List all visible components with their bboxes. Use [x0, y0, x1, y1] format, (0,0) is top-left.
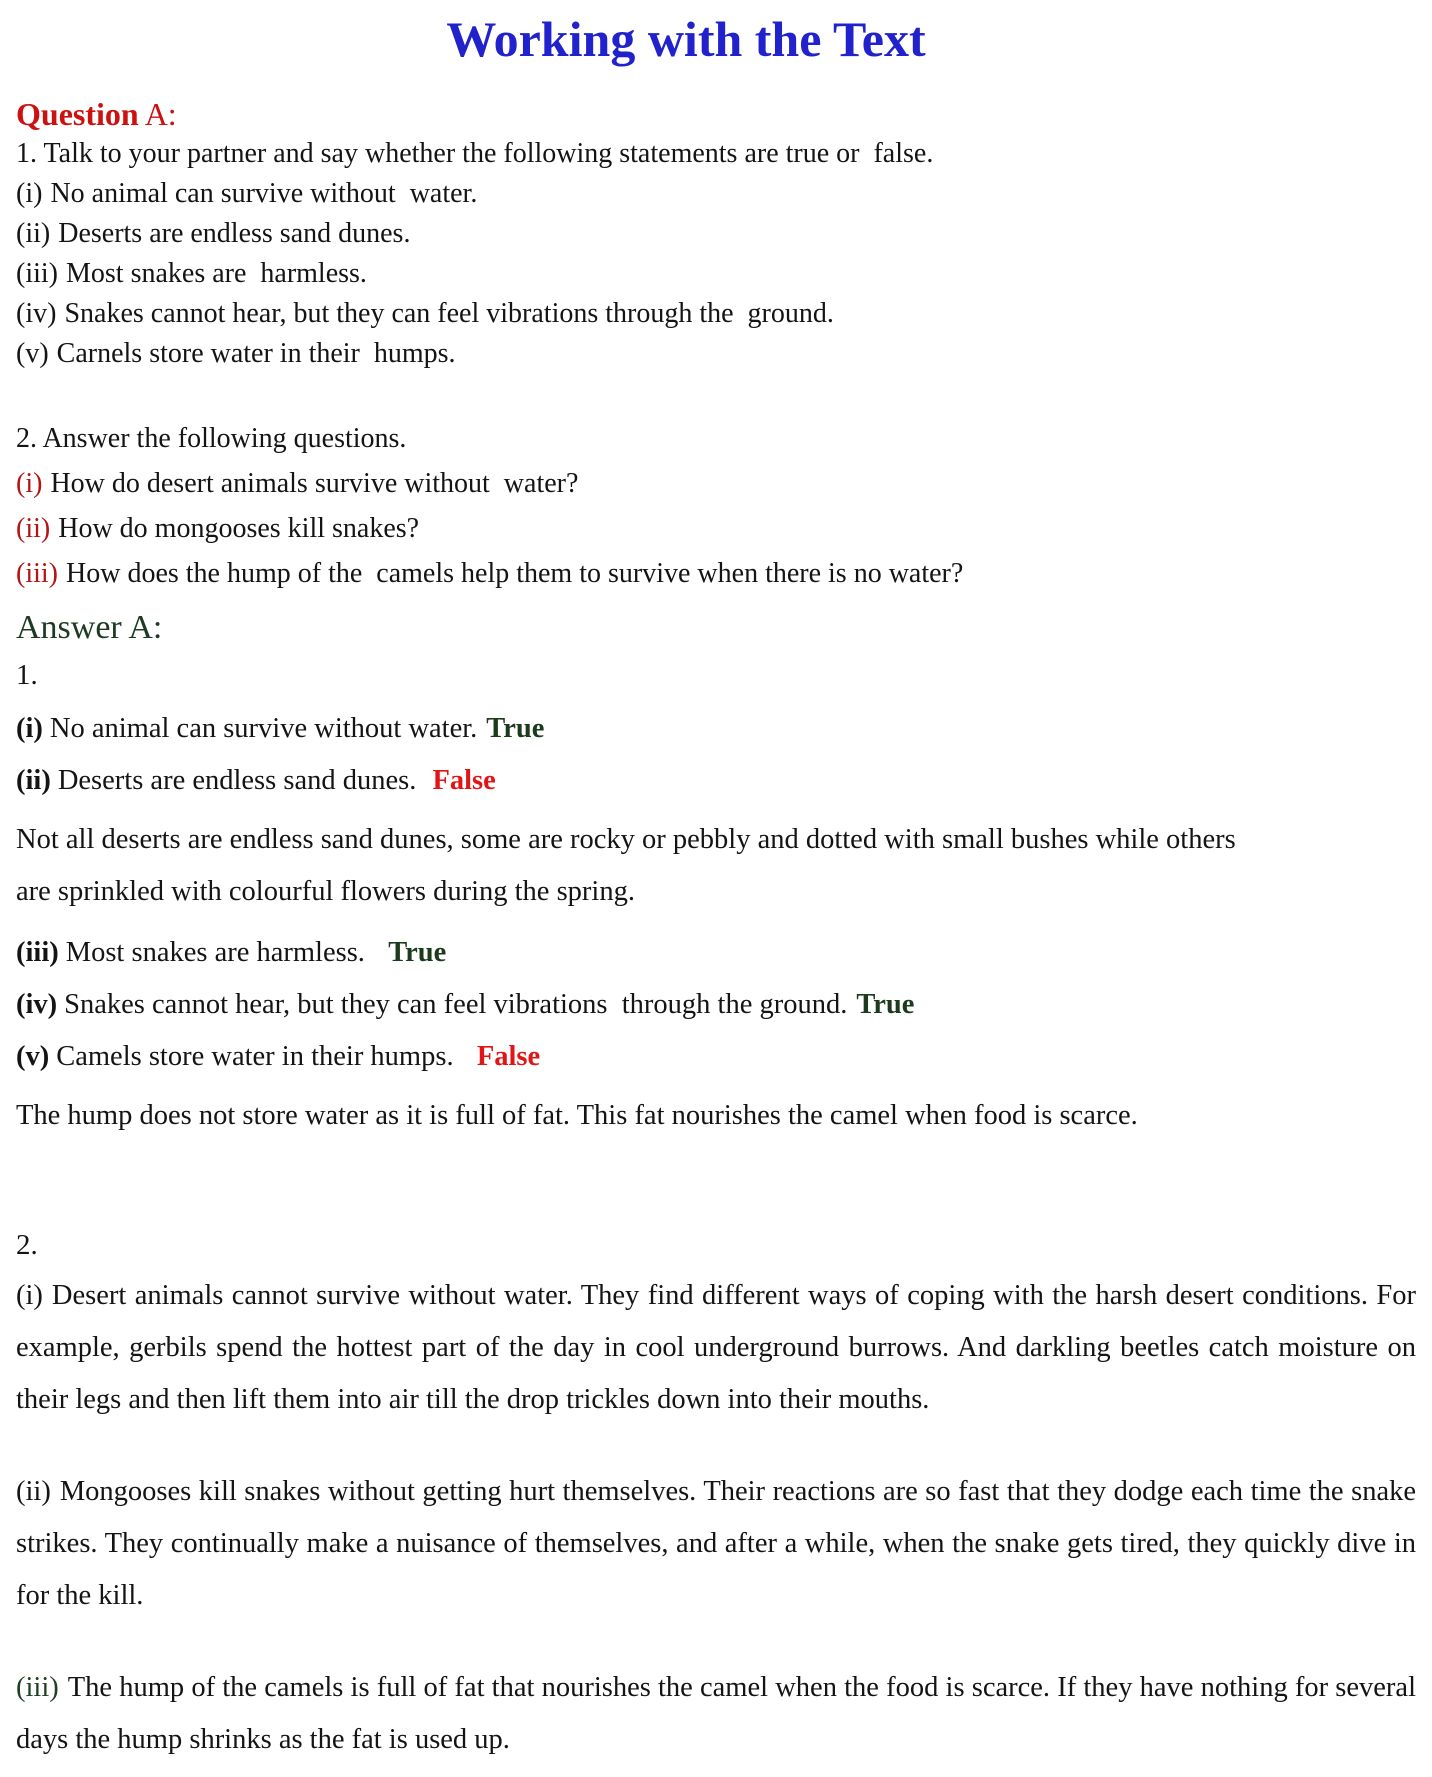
- question-1-block: [16, 134, 1416, 374]
- question-heading-letter: A:: [144, 96, 177, 132]
- item-marker: (i): [16, 468, 43, 499]
- item-marker: (iii): [16, 937, 59, 968]
- question-1-intro: 1. Talk to your partner and say whether the following statements are true or false.: [16, 138, 934, 169]
- item-text: How do desert animals survive without water?: [50, 468, 579, 499]
- question-a-heading: [16, 94, 1416, 134]
- answer-part1-label: 1.: [16, 659, 38, 691]
- item-text: Snakes cannot hear, but they can feel vibrations through the ground.: [64, 298, 834, 329]
- answer-a-heading: Answer A:: [16, 609, 163, 646]
- true-false-item: [16, 764, 1416, 798]
- verdict-true: True: [856, 989, 915, 1020]
- answer-2-paragraph: [16, 1270, 1416, 1426]
- item-text: Most snakes are harmless.: [66, 258, 367, 289]
- statement-text: Camels store water in their humps.: [56, 1041, 468, 1072]
- item-marker: (i): [16, 1280, 43, 1311]
- question-2-item: [16, 461, 1416, 506]
- answer-text: Desert animals cannot survive without water. They find different ways of coping with the harsh desert conditions. For example, gerbils spend the hottest part of the day in cool underground burrows. And darkling beetles catch moisture on their legs and then lift them into air till the drop trickles down into their mouths.: [16, 1280, 1416, 1415]
- item-marker: (iii): [16, 258, 58, 289]
- item-marker: (ii): [16, 1476, 51, 1507]
- answer-text: Mongooses kill snakes without getting hurt themselves. Their reactions are so fast that they dodge each time the snake strikes. They continually make a nuisance of themselves, and after a while, when the snake gets tired, they quickly dive in for the kill.: [16, 1476, 1416, 1611]
- statement-text: Snakes cannot hear, but they can feel vibrations through the ground.: [64, 989, 848, 1020]
- statement-text: No animal can survive without water.: [49, 713, 478, 744]
- item-marker: (iii): [16, 558, 58, 589]
- item-marker: (i): [16, 178, 43, 209]
- item-marker: (v): [16, 338, 49, 369]
- false-explanation: Not all deserts are endless sand dunes, some are rocky or pebbly and dotted with small bushes while others are sprinkled with colourful flowers during the spring.: [16, 824, 1236, 907]
- verdict-false: False: [432, 765, 496, 796]
- item-marker: (iv): [16, 298, 57, 329]
- answer-2-paragraph: [16, 1662, 1416, 1766]
- false-explanation: The hump does not store water as it is full of fat. This fat nourishes the camel when food is scarce.: [16, 1100, 1138, 1131]
- item-marker: (i): [16, 713, 43, 744]
- question-1-item: [16, 214, 1416, 254]
- item-marker: (iii): [16, 1672, 59, 1703]
- item-marker: (ii): [16, 765, 51, 796]
- question-1-item: [16, 294, 1416, 334]
- item-marker: (iv): [16, 989, 58, 1020]
- item-text: No animal can survive without water.: [50, 178, 478, 209]
- item-text: Carnels store water in their humps.: [56, 338, 456, 369]
- question-1-item: [16, 174, 1416, 214]
- question-2-item: [16, 506, 1416, 551]
- question-1-item: [16, 254, 1416, 294]
- true-false-item: [16, 988, 1416, 1022]
- true-false-item: [16, 1040, 1416, 1074]
- statement-text: Deserts are endless sand dunes.: [57, 765, 424, 796]
- answer-part2-label: 2.: [16, 1229, 38, 1261]
- question-2-intro: 2. Answer the following questions.: [16, 423, 407, 454]
- verdict-true: True: [388, 937, 447, 968]
- question-2-item: [16, 551, 1416, 596]
- answer-text: The hump of the camels is full of fat that nourishes the camel when the food is scarce. If they have nothing for several days the hump shrinks as the fat is used up.: [16, 1672, 1416, 1755]
- question-1-item: [16, 334, 1416, 374]
- item-text: How does the hump of the camels help them to survive when there is no water?: [66, 558, 964, 589]
- item-marker: (ii): [16, 513, 51, 544]
- verdict-true: True: [486, 713, 545, 744]
- item-marker: (v): [16, 1041, 50, 1072]
- true-false-item: [16, 712, 1416, 746]
- question-2-block: [16, 416, 1416, 596]
- true-false-item: [16, 936, 1416, 970]
- item-marker: (ii): [16, 218, 51, 249]
- item-text: How do mongooses kill snakes?: [58, 513, 420, 544]
- item-text: Deserts are endless sand dunes.: [58, 218, 411, 249]
- page-title: Working with the Text: [446, 11, 926, 67]
- verdict-false: False: [476, 1041, 541, 1072]
- question-heading-word: Question: [16, 96, 139, 132]
- statement-text: Most snakes are harmless.: [65, 937, 380, 968]
- answer-2-paragraph: [16, 1466, 1416, 1622]
